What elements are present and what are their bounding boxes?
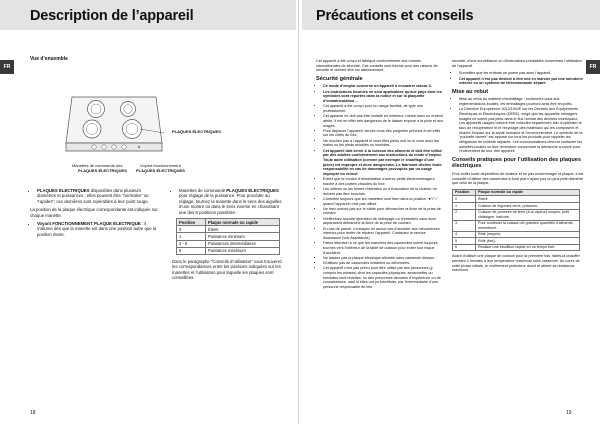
list-item: • Les orifices ou les fentes d’aération ou d’évacuation de la chaleur ne doivent pas être bouchés. — [323, 187, 444, 196]
list-item: • Cet appareil n’est pas prévu pour être utilisé par des personnes (y compris les enfants) dont les capacités physiques, sensorielles ou mentales sont réduites, ou des personnes dénuées d’expérience ou de connaissance, sauf si elles ont pu bénéficier, par l’intermédiaire d’une personne responsable de leur — [323, 266, 444, 289]
table-cell: 1 — [453, 203, 476, 210]
list-item: • Pour déplacer l’appareil, servez-vous des poignées prévues à cet effet sur les côtés du four. — [323, 129, 444, 138]
table-cell: 2 - 5 — [177, 240, 206, 247]
list-item: • Évitez que le cordon d’alimentation d’autres petits électroménagers touche à des parties chaudes du four. — [323, 177, 444, 186]
table-cell: Rôtir (fort). — [476, 238, 580, 245]
paragraph: La position de la plaque électrique correspondante est indiquée sur chaque manette. — [30, 207, 158, 218]
table-header: Plaque normale ou rapide — [206, 219, 280, 226]
table-header: Position — [177, 219, 206, 226]
table-cell: Rôtir (moyen). — [476, 231, 580, 238]
table-cell: 6 — [177, 247, 206, 254]
list-item: • Manettes de commande PLAQUES ÉLECTRIQUES pour réglage de la puissance. Pour procéder au réglage, tournez la manette dans le sens des aiguilles d’une montre ou dans le sens inverse en choisissant une des 6 positions possibles : — [179, 188, 284, 215]
table-cell: Éteint. — [476, 196, 580, 203]
section-heading: Conseils pratiques pour l’utilisation des plaques électriques — [452, 156, 581, 170]
left-page-title: Description de l’appareil — [30, 8, 194, 24]
hob-illustration — [64, 95, 164, 157]
language-tab-left: FR — [0, 60, 14, 74]
table-header: Plaque normale ou rapide — [476, 189, 580, 196]
left-page-header — [0, 0, 296, 30]
paragraph: Dans le paragraphe “Conseils d’utilisation” vous trouverez les correspondances entre les positions indiquées sur les manettes et l’utilisation pour laquelle les plaques sont conseillées. — [172, 258, 283, 281]
table-cell: Pour continuer la cuisson de grandes quantités d’aliments, minestrone. — [476, 220, 580, 231]
label-voyant-line1: Voyant fonctionnement — [140, 163, 181, 168]
table-cell: 5 — [453, 238, 476, 245]
list-item: • Ne tirez surtout pas sur le câble pour débrancher la fiche de la prise de courant. — [323, 207, 444, 216]
left-page-number: 18 — [30, 410, 36, 416]
section-heading: Sécurité générale — [316, 75, 363, 82]
table-row — [453, 196, 580, 203]
list-item: • PLAQUES ÉLECTRIQUES disponibles dans plusieurs diamètres et puissances : elles peuvent être “normales” ou “rapides”; ces dernières sont repérables à leur point rouge. — [37, 188, 160, 204]
table-row — [177, 240, 280, 247]
label-manettes-line1: Manettes de commande des — [72, 163, 123, 168]
table-cell: Puissance minimum — [206, 233, 280, 240]
table-cell: 2 — [453, 209, 476, 220]
list-item: • N’effectuez aucune opération de nettoyage ou d’entretien sans avoir auparavant débranché la fiche de la prise de courant. — [323, 217, 444, 226]
cooking-guide-table — [452, 189, 580, 252]
left-col1 — [30, 188, 160, 240]
list-item: • Cet appareil a été conçu pour un usage familial, de type non professionnel. — [323, 104, 444, 113]
section-heading: Mise au rebut — [452, 88, 489, 95]
list-item: • Surveillez que les enfants ne jouent pas avec l’appareil. — [459, 71, 584, 76]
table-cell: 1 — [177, 233, 206, 240]
right-col2 — [452, 59, 584, 276]
list-item: • Ne touchez pas à l’appareil si vous êtes pieds nus ou si vous avez les mains ou les pieds mouillés ou humides. — [323, 139, 444, 148]
right-col1 — [316, 59, 444, 293]
table-cell: 3 — [453, 220, 476, 231]
list-item: • Les instructions fournies ne sont applicables qu’aux pays dont les symboles sont reportés dans la notice et sur la plaquette d’immatriculation… — [323, 90, 444, 104]
table-cell: Éteint — [206, 226, 280, 233]
paragraph: sécurité, d’une surveillance ou d’instructions préalables concernant l’utilisation de l’appareil. — [452, 59, 582, 68]
table-row — [453, 220, 580, 231]
table-row — [177, 233, 280, 240]
label-manettes-line2: PLAQUES ÉLECTRIQUES — [78, 168, 127, 173]
right-page-title: Précautions et conseils — [316, 8, 474, 24]
right-page-number: 19 — [566, 410, 572, 416]
overview-subtitle: Vue d’ensemble — [30, 56, 68, 62]
list-item: • Faites attention à ce que les manches des casseroles soient toujours tournés vers l’intérieur de la table de cuisson pour éviter tout risque d’accident. — [323, 241, 444, 255]
list-item: • Voyant FONCTIONNEMENT PLAQUE ÉLECTRIQUE : il s’allume dès que la manette est dans une position autre que la position éteint. — [37, 221, 160, 237]
table-row — [177, 226, 280, 233]
table-cell: 0 — [177, 226, 206, 233]
paragraph: Cet appareil a été conçu et fabriqué conformément aux normes internationales de sécurité. Ces conseils sont fournis pour des raisons de sécurité et doivent être lus attentivement. — [316, 59, 438, 73]
table-row — [453, 209, 580, 220]
table-cell: Cuisson de légumes verts, poissons. — [476, 203, 580, 210]
page-gutter — [298, 0, 299, 424]
table-cell: Réaliser une ébullition rapide en un temps bref. — [476, 244, 580, 251]
list-item: • Cet appareil ne doit pas être installé en extérieur, même dans un endroit abrité, il est en effet très dangereux de le laisser exposé à la pluie et aux orages. — [323, 114, 444, 128]
label-voyant-line2: PLAQUES ÉLECTRIQUES — [136, 168, 185, 173]
table-cell: Puissances intermédiaires — [206, 240, 280, 247]
table-cell: 4 — [453, 231, 476, 238]
list-item: • Contrôlez toujours que les manettes sont bien dans la position “●”/“○” quand l’appareil n’est pas utilisé. — [323, 197, 444, 206]
list-item: • Cet appareil n’est pas destiné à être mis en marche par une minuterie externe ou un système de télécommande séparé. — [459, 77, 584, 86]
table-cell: Puissance maximum — [206, 247, 280, 254]
list-item: • Mise au rebut du matériel d’emballage : conformez-vous aux réglementations locales, les emballages pourront ainsi être recyclés. — [459, 97, 584, 106]
list-item: • En cas de panne, n’essayez en aucun cas d’accéder aux mécanismes internes pour tenter de réparer l’appareil. Contactez le service Assistance (voir Assistance). — [323, 227, 444, 241]
list-item: • N’utilisez pas de casseroles instables ou déformées. — [323, 261, 444, 266]
list-item: • Ne laissez pas la plaque électrique allumée sans casserole dessus. — [323, 256, 444, 261]
list-item: • La Directive Européenne 2012/19/UE sur les Déchets des Équipements Électriques et Électroniques (DEEE), exige que les appareils ménagers usagés ne soient pas jetés dans le flux normal des déchets municipaux. Les appareils usagés doivent être collectés séparément afin d’optimiser le taux de récupération et le recyclage des matériaux qui les composent et réduire l’impact sur la santé humaine et l’environnement. Le symbole de la “poubelle barrée” est apposé sur tous les produits pour rappeler les obligations de collecte séparée. Les consommateurs devront contacter les autorités locales ou leur revendeur concernant la démarche à suivre pour l’enlèvement de leur vieil appareil. — [459, 107, 584, 154]
list-item: • Ce mode d’emploi concerne un appareil à encastrer classe 3. — [323, 84, 444, 89]
table-row — [453, 203, 580, 210]
label-plaques: PLAQUES ÉLECTRIQUES — [172, 129, 221, 134]
left-col2 — [172, 188, 284, 284]
table-row — [453, 244, 580, 251]
table-cell: 0 — [453, 196, 476, 203]
list-item: • Cet appareil doit servir à la cuisson des aliments et doit être utilisé par des adultes conformément aux instructions du mode d’emploi. Toute autre utilisation (comme par exemple le chauffage d’une pièce) est impropre et donc dangereuse. Le fabricant décline toute responsabilité en cas de dommages provoqués par un usage impropre ou erroné. — [323, 149, 444, 177]
table-row — [453, 238, 580, 245]
paragraph: Pour éviter toute déperdition de chaleur et ne pas endommager la plaque, il est conseillé d’utiliser des casseroles à fond plat n’ayant pas un plus petit diamètre que celui de la plaque. — [452, 171, 584, 186]
table-cell: Cuisson de pommes de terre (à la vapeur) soupes, petit châtaigne, haricots. — [476, 209, 580, 220]
table-header: Position — [453, 189, 476, 196]
right-page-header — [302, 0, 600, 30]
table-row — [453, 231, 580, 238]
table-row — [177, 247, 280, 254]
paragraph: Avant d’utiliser une plaque de cuisson pour la première fois, faites-la chauffer pendant 4 minutes à leur température maximum sans casserole. Au cours de cette phase initiale, le revêtement protecteur durcit et atteint sa résistance maximum. — [452, 254, 580, 273]
table-cell: 6 — [453, 244, 476, 251]
knob-position-table — [176, 218, 280, 255]
language-tab-right: FR — [586, 60, 600, 74]
